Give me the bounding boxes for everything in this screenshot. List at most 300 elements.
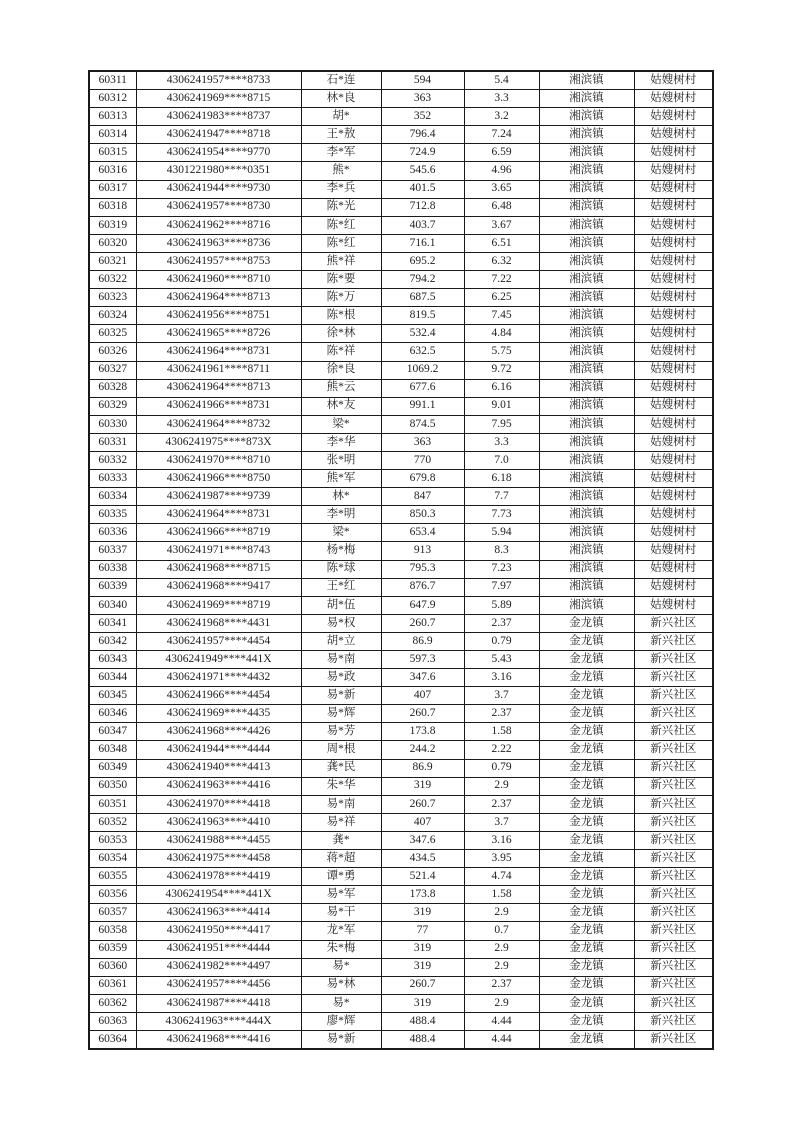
cell-value1: 874.5 xyxy=(381,415,464,433)
cell-village: 新兴社区 xyxy=(634,795,713,813)
cell-name: 李*明 xyxy=(301,506,381,524)
cell-value1: 352 xyxy=(381,108,464,126)
cell-serial: 60323 xyxy=(89,289,136,307)
cell-value1: 794.2 xyxy=(381,271,464,289)
cell-village: 姑嫂树村 xyxy=(634,397,713,415)
cell-value2: 7.73 xyxy=(464,506,539,524)
cell-town: 湘滨镇 xyxy=(539,560,634,578)
table-row xyxy=(89,596,713,614)
cell-town: 湘滨镇 xyxy=(539,451,634,469)
cell-name: 熊*云 xyxy=(301,379,381,397)
cell-village: 新兴社区 xyxy=(634,614,713,632)
cell-id-number: 4306241969****4435 xyxy=(136,705,301,723)
cell-id-number: 4306241969****8715 xyxy=(136,90,301,108)
cell-value2: 5.89 xyxy=(464,596,539,614)
cell-town: 湘滨镇 xyxy=(539,578,634,596)
cell-value1: 363 xyxy=(381,90,464,108)
cell-serial: 60343 xyxy=(89,651,136,669)
cell-name: 陈*要 xyxy=(301,271,381,289)
cell-town: 湘滨镇 xyxy=(539,596,634,614)
cell-serial: 60339 xyxy=(89,578,136,596)
cell-serial: 60358 xyxy=(89,922,136,940)
cell-village: 姑嫂树村 xyxy=(634,289,713,307)
cell-town: 湘滨镇 xyxy=(539,289,634,307)
cell-town: 湘滨镇 xyxy=(539,379,634,397)
cell-serial: 60349 xyxy=(89,759,136,777)
table-row xyxy=(89,451,713,469)
table-row xyxy=(89,216,713,234)
cell-village: 新兴社区 xyxy=(634,868,713,886)
cell-village: 姑嫂树村 xyxy=(634,180,713,198)
cell-village: 姑嫂树村 xyxy=(634,560,713,578)
cell-serial: 60326 xyxy=(89,343,136,361)
cell-id-number: 4306241968****4426 xyxy=(136,723,301,741)
cell-serial: 60316 xyxy=(89,162,136,180)
cell-value1: 260.7 xyxy=(381,795,464,813)
cell-town: 金龙镇 xyxy=(539,958,634,976)
cell-id-number: 4306241964****8731 xyxy=(136,506,301,524)
cell-id-number: 4306241954****441X xyxy=(136,886,301,904)
table-row xyxy=(89,922,713,940)
cell-id-number: 4306241963****444X xyxy=(136,1012,301,1030)
table-row xyxy=(89,289,713,307)
cell-name: 易*新 xyxy=(301,687,381,705)
cell-value2: 3.16 xyxy=(464,831,539,849)
cell-village: 新兴社区 xyxy=(634,777,713,795)
cell-id-number: 4306241957****4454 xyxy=(136,632,301,650)
cell-id-number: 4306241965****8726 xyxy=(136,325,301,343)
cell-value2: 3.3 xyxy=(464,90,539,108)
table-row xyxy=(89,271,713,289)
cell-name: 陈*红 xyxy=(301,234,381,252)
cell-town: 金龙镇 xyxy=(539,632,634,650)
cell-id-number: 4306241983****8737 xyxy=(136,108,301,126)
cell-name: 易*新 xyxy=(301,1030,381,1049)
cell-name: 易*政 xyxy=(301,669,381,687)
cell-value1: 488.4 xyxy=(381,1030,464,1049)
cell-town: 湘滨镇 xyxy=(539,90,634,108)
cell-village: 姑嫂树村 xyxy=(634,596,713,614)
cell-value1: 913 xyxy=(381,542,464,560)
cell-value2: 4.44 xyxy=(464,1030,539,1049)
cell-town: 金龙镇 xyxy=(539,705,634,723)
table-row xyxy=(89,162,713,180)
cell-value1: 876.7 xyxy=(381,578,464,596)
table-row xyxy=(89,777,713,795)
table-row xyxy=(89,976,713,994)
cell-serial: 60340 xyxy=(89,596,136,614)
table-row xyxy=(89,90,713,108)
cell-id-number: 4306241947****8718 xyxy=(136,126,301,144)
cell-id-number: 4306241987****4418 xyxy=(136,994,301,1012)
cell-name: 龚*民 xyxy=(301,759,381,777)
cell-name: 陈*光 xyxy=(301,198,381,216)
cell-id-number: 4306241988****4455 xyxy=(136,831,301,849)
cell-name: 徐*良 xyxy=(301,361,381,379)
cell-serial: 60344 xyxy=(89,669,136,687)
cell-town: 金龙镇 xyxy=(539,651,634,669)
table-row xyxy=(89,958,713,976)
cell-value1: 407 xyxy=(381,813,464,831)
cell-id-number: 4306241963****8736 xyxy=(136,234,301,252)
cell-value1: 319 xyxy=(381,994,464,1012)
cell-value1: 679.8 xyxy=(381,470,464,488)
table-row xyxy=(89,470,713,488)
cell-town: 湘滨镇 xyxy=(539,144,634,162)
cell-name: 李*兵 xyxy=(301,180,381,198)
cell-value1: 260.7 xyxy=(381,976,464,994)
cell-value2: 6.32 xyxy=(464,252,539,270)
cell-value1: 632.5 xyxy=(381,343,464,361)
cell-village: 姑嫂树村 xyxy=(634,379,713,397)
cell-town: 金龙镇 xyxy=(539,614,634,632)
cell-serial: 60345 xyxy=(89,687,136,705)
cell-serial: 60329 xyxy=(89,397,136,415)
table-row xyxy=(89,524,713,542)
cell-name: 林*友 xyxy=(301,397,381,415)
cell-name: 张*明 xyxy=(301,451,381,469)
cell-id-number: 4306241968****4431 xyxy=(136,614,301,632)
table-row xyxy=(89,868,713,886)
cell-id-number: 4306241975****4458 xyxy=(136,850,301,868)
cell-value2: 1.58 xyxy=(464,723,539,741)
cell-name: 王*红 xyxy=(301,578,381,596)
table-row xyxy=(89,741,713,759)
cell-town: 金龙镇 xyxy=(539,687,634,705)
table-row xyxy=(89,198,713,216)
cell-value2: 6.59 xyxy=(464,144,539,162)
cell-name: 易*林 xyxy=(301,976,381,994)
cell-id-number: 4306241954****9770 xyxy=(136,144,301,162)
cell-value1: 521.4 xyxy=(381,868,464,886)
cell-village: 新兴社区 xyxy=(634,759,713,777)
cell-value2: 6.18 xyxy=(464,470,539,488)
cell-town: 金龙镇 xyxy=(539,741,634,759)
cell-value1: 319 xyxy=(381,904,464,922)
cell-value1: 244.2 xyxy=(381,741,464,759)
cell-value1: 401.5 xyxy=(381,180,464,198)
cell-village: 姑嫂树村 xyxy=(634,343,713,361)
cell-village: 姑嫂树村 xyxy=(634,361,713,379)
cell-value1: 545.6 xyxy=(381,162,464,180)
cell-value1: 716.1 xyxy=(381,234,464,252)
cell-name: 徐*林 xyxy=(301,325,381,343)
cell-town: 金龙镇 xyxy=(539,831,634,849)
cell-serial: 60350 xyxy=(89,777,136,795)
cell-village: 新兴社区 xyxy=(634,687,713,705)
cell-town: 金龙镇 xyxy=(539,850,634,868)
cell-id-number: 4306241963****4414 xyxy=(136,904,301,922)
cell-serial: 60362 xyxy=(89,994,136,1012)
table-row xyxy=(89,759,713,777)
cell-town: 湘滨镇 xyxy=(539,433,634,451)
cell-name: 胡*立 xyxy=(301,632,381,650)
cell-value2: 3.7 xyxy=(464,687,539,705)
cell-name: 龚* xyxy=(301,831,381,849)
cell-town: 湘滨镇 xyxy=(539,252,634,270)
cell-serial: 60341 xyxy=(89,614,136,632)
cell-village: 姑嫂树村 xyxy=(634,433,713,451)
cell-name: 李*华 xyxy=(301,433,381,451)
cell-value1: 86.9 xyxy=(381,632,464,650)
cell-id-number: 4306241966****4454 xyxy=(136,687,301,705)
cell-serial: 60355 xyxy=(89,868,136,886)
table-row xyxy=(89,361,713,379)
table-row xyxy=(89,578,713,596)
cell-value1: 847 xyxy=(381,488,464,506)
cell-name: 梁* xyxy=(301,524,381,542)
cell-id-number: 4306241966****8719 xyxy=(136,524,301,542)
table-row xyxy=(89,542,713,560)
cell-value1: 770 xyxy=(381,451,464,469)
cell-value2: 0.7 xyxy=(464,922,539,940)
cell-value2: 3.65 xyxy=(464,180,539,198)
cell-value2: 3.7 xyxy=(464,813,539,831)
cell-village: 新兴社区 xyxy=(634,705,713,723)
cell-name: 谭*勇 xyxy=(301,868,381,886)
table-row xyxy=(89,488,713,506)
cell-value2: 9.72 xyxy=(464,361,539,379)
table-row xyxy=(89,614,713,632)
cell-name: 易*南 xyxy=(301,795,381,813)
cell-town: 金龙镇 xyxy=(539,669,634,687)
cell-value1: 347.6 xyxy=(381,831,464,849)
cell-village: 新兴社区 xyxy=(634,741,713,759)
cell-value2: 9.01 xyxy=(464,397,539,415)
cell-value2: 2.9 xyxy=(464,994,539,1012)
cell-value1: 594 xyxy=(381,71,464,90)
cell-village: 姑嫂树村 xyxy=(634,144,713,162)
cell-serial: 60312 xyxy=(89,90,136,108)
cell-serial: 60348 xyxy=(89,741,136,759)
cell-town: 金龙镇 xyxy=(539,1030,634,1049)
cell-serial: 60320 xyxy=(89,234,136,252)
cell-value1: 597.3 xyxy=(381,651,464,669)
cell-value2: 1.58 xyxy=(464,886,539,904)
cell-id-number: 4306241951****4444 xyxy=(136,940,301,958)
cell-id-number: 4306241970****4418 xyxy=(136,795,301,813)
cell-village: 姑嫂树村 xyxy=(634,90,713,108)
cell-value2: 2.22 xyxy=(464,741,539,759)
cell-value1: 319 xyxy=(381,958,464,976)
cell-serial: 60346 xyxy=(89,705,136,723)
cell-value2: 3.3 xyxy=(464,433,539,451)
cell-town: 湘滨镇 xyxy=(539,542,634,560)
table-row xyxy=(89,397,713,415)
cell-id-number: 4306241968****4416 xyxy=(136,1030,301,1049)
cell-name: 易*干 xyxy=(301,904,381,922)
table-row xyxy=(89,705,713,723)
cell-town: 湘滨镇 xyxy=(539,506,634,524)
cell-name: 陈*万 xyxy=(301,289,381,307)
cell-serial: 60321 xyxy=(89,252,136,270)
cell-id-number: 4306241971****4432 xyxy=(136,669,301,687)
table-row xyxy=(89,831,713,849)
table-row xyxy=(89,687,713,705)
cell-id-number: 4306241964****8731 xyxy=(136,343,301,361)
cell-town: 金龙镇 xyxy=(539,813,634,831)
cell-name: 胡*伍 xyxy=(301,596,381,614)
cell-village: 新兴社区 xyxy=(634,669,713,687)
cell-value2: 3.67 xyxy=(464,216,539,234)
cell-value1: 260.7 xyxy=(381,614,464,632)
table-row xyxy=(89,1012,713,1030)
cell-value1: 86.9 xyxy=(381,759,464,777)
cell-village: 姑嫂树村 xyxy=(634,578,713,596)
cell-serial: 60335 xyxy=(89,506,136,524)
table-row xyxy=(89,108,713,126)
cell-value2: 2.9 xyxy=(464,958,539,976)
cell-value2: 2.9 xyxy=(464,777,539,795)
cell-town: 金龙镇 xyxy=(539,1012,634,1030)
table-row xyxy=(89,850,713,868)
cell-town: 湘滨镇 xyxy=(539,415,634,433)
table-row xyxy=(89,560,713,578)
cell-id-number: 4306241968****9417 xyxy=(136,578,301,596)
cell-name: 熊*祥 xyxy=(301,252,381,270)
cell-value2: 7.22 xyxy=(464,271,539,289)
cell-name: 熊* xyxy=(301,162,381,180)
cell-name: 易* xyxy=(301,994,381,1012)
cell-serial: 60354 xyxy=(89,850,136,868)
cell-town: 湘滨镇 xyxy=(539,198,634,216)
cell-value1: 173.8 xyxy=(381,886,464,904)
cell-name: 胡* xyxy=(301,108,381,126)
cell-value2: 2.37 xyxy=(464,976,539,994)
cell-value2: 0.79 xyxy=(464,632,539,650)
table-row xyxy=(89,506,713,524)
cell-town: 金龙镇 xyxy=(539,723,634,741)
table-row xyxy=(89,795,713,813)
cell-name: 陈*祥 xyxy=(301,343,381,361)
cell-id-number: 4306241957****4456 xyxy=(136,976,301,994)
cell-town: 金龙镇 xyxy=(539,886,634,904)
cell-value2: 6.48 xyxy=(464,198,539,216)
table-row xyxy=(89,234,713,252)
table-row xyxy=(89,651,713,669)
cell-name: 易*祥 xyxy=(301,813,381,831)
table-row xyxy=(89,325,713,343)
cell-name: 熊*军 xyxy=(301,470,381,488)
cell-value2: 7.95 xyxy=(464,415,539,433)
cell-id-number: 4306241963****4416 xyxy=(136,777,301,795)
cell-village: 新兴社区 xyxy=(634,831,713,849)
cell-town: 金龙镇 xyxy=(539,759,634,777)
cell-value2: 7.23 xyxy=(464,560,539,578)
cell-value1: 173.8 xyxy=(381,723,464,741)
cell-village: 姑嫂树村 xyxy=(634,415,713,433)
cell-serial: 60351 xyxy=(89,795,136,813)
cell-village: 新兴社区 xyxy=(634,904,713,922)
cell-town: 湘滨镇 xyxy=(539,234,634,252)
cell-name: 林*良 xyxy=(301,90,381,108)
cell-town: 湘滨镇 xyxy=(539,524,634,542)
cell-village: 姑嫂树村 xyxy=(634,271,713,289)
cell-town: 湘滨镇 xyxy=(539,343,634,361)
cell-id-number: 4306241956****8751 xyxy=(136,307,301,325)
cell-town: 金龙镇 xyxy=(539,976,634,994)
cell-value1: 319 xyxy=(381,777,464,795)
cell-village: 新兴社区 xyxy=(634,886,713,904)
cell-serial: 60357 xyxy=(89,904,136,922)
cell-serial: 60336 xyxy=(89,524,136,542)
cell-town: 湘滨镇 xyxy=(539,180,634,198)
cell-id-number: 4306241987****9739 xyxy=(136,488,301,506)
cell-value2: 2.9 xyxy=(464,940,539,958)
cell-value1: 687.5 xyxy=(381,289,464,307)
cell-serial: 60342 xyxy=(89,632,136,650)
cell-serial: 60356 xyxy=(89,886,136,904)
cell-serial: 60313 xyxy=(89,108,136,126)
cell-value2: 7.24 xyxy=(464,126,539,144)
cell-name: 朱*梅 xyxy=(301,940,381,958)
cell-id-number: 4306241961****8711 xyxy=(136,361,301,379)
cell-village: 新兴社区 xyxy=(634,1012,713,1030)
cell-village: 新兴社区 xyxy=(634,994,713,1012)
table-row xyxy=(89,1030,713,1049)
cell-value2: 7.45 xyxy=(464,307,539,325)
table-row xyxy=(89,415,713,433)
table-row xyxy=(89,144,713,162)
cell-name: 陈*根 xyxy=(301,307,381,325)
cell-serial: 60360 xyxy=(89,958,136,976)
cell-value1: 991.1 xyxy=(381,397,464,415)
cell-serial: 60334 xyxy=(89,488,136,506)
cell-value2: 4.84 xyxy=(464,325,539,343)
cell-town: 金龙镇 xyxy=(539,940,634,958)
cell-value1: 260.7 xyxy=(381,705,464,723)
cell-value1: 407 xyxy=(381,687,464,705)
cell-village: 姑嫂树村 xyxy=(634,71,713,90)
cell-village: 姑嫂树村 xyxy=(634,216,713,234)
table-row xyxy=(89,307,713,325)
cell-id-number: 4306241949****441X xyxy=(136,651,301,669)
table-row xyxy=(89,433,713,451)
cell-town: 湘滨镇 xyxy=(539,71,634,90)
cell-serial: 60327 xyxy=(89,361,136,379)
cell-value1: 319 xyxy=(381,940,464,958)
cell-village: 新兴社区 xyxy=(634,922,713,940)
cell-value2: 2.37 xyxy=(464,795,539,813)
cell-id-number: 4306241944****4444 xyxy=(136,741,301,759)
cell-value2: 3.2 xyxy=(464,108,539,126)
cell-serial: 60338 xyxy=(89,560,136,578)
cell-town: 金龙镇 xyxy=(539,994,634,1012)
cell-name: 陈*红 xyxy=(301,216,381,234)
cell-value1: 677.6 xyxy=(381,379,464,397)
table-row xyxy=(89,180,713,198)
cell-id-number: 4306241950****4417 xyxy=(136,922,301,940)
table-row xyxy=(89,723,713,741)
cell-town: 湘滨镇 xyxy=(539,361,634,379)
cell-name: 梁* xyxy=(301,415,381,433)
cell-value1: 819.5 xyxy=(381,307,464,325)
cell-village: 姑嫂树村 xyxy=(634,542,713,560)
cell-value1: 77 xyxy=(381,922,464,940)
cell-value2: 6.25 xyxy=(464,289,539,307)
cell-serial: 60361 xyxy=(89,976,136,994)
cell-village: 姑嫂树村 xyxy=(634,470,713,488)
cell-id-number: 4306241964****8713 xyxy=(136,379,301,397)
cell-village: 姑嫂树村 xyxy=(634,325,713,343)
cell-village: 姑嫂树村 xyxy=(634,488,713,506)
cell-village: 新兴社区 xyxy=(634,813,713,831)
cell-value2: 4.96 xyxy=(464,162,539,180)
cell-value2: 2.9 xyxy=(464,904,539,922)
cell-serial: 60318 xyxy=(89,198,136,216)
cell-id-number: 4306241957****8733 xyxy=(136,71,301,90)
cell-serial: 60347 xyxy=(89,723,136,741)
